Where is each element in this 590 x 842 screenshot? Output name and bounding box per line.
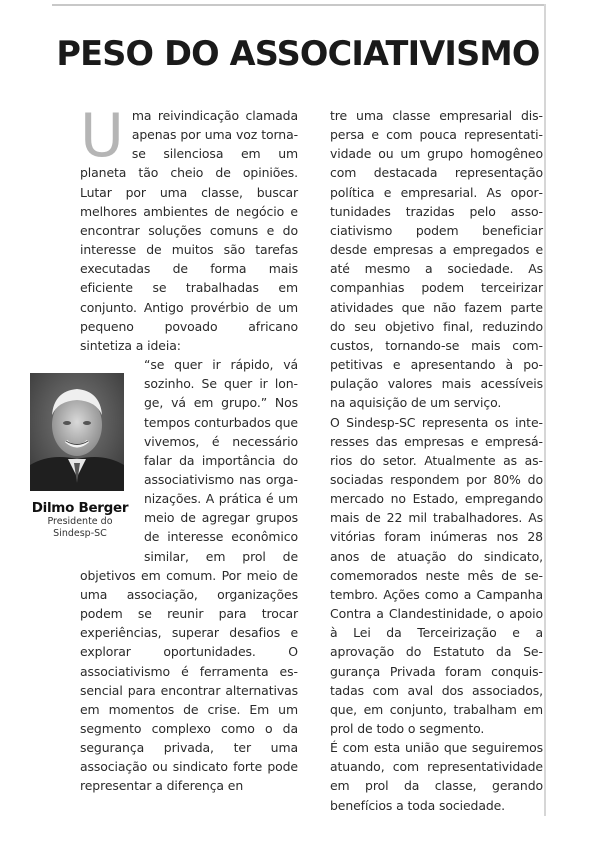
author-portrait-image	[30, 373, 124, 491]
article-column-right	[330, 106, 543, 815]
author-role	[24, 516, 136, 540]
intro-text: ma reivindicação clamada apenas por uma voz torna-se silenciosa em um planeta tão cheio de opiniões. Lutar por uma classe, buscar melhores ambientes de negócio e encontrar soluções comuns e do interesse de muitos são tarefas executadas de forma mais eficiente se trabalhadas em conjunto. Antigo provérbio de um pequeno povoado africano sintetiza a ideia:	[80, 108, 298, 353]
author-role-line2: Sindesp-SC	[53, 528, 107, 539]
author-name: Dilmo Berger	[31, 500, 129, 516]
paragraph-intro	[80, 101, 298, 355]
author-photo	[30, 373, 124, 491]
paragraph-closing: É com esta união que seguiremos atuando, com representatividade em prol da classe, gerando benefícios a toda sociedade.	[330, 740, 543, 813]
paragraph-continuation: tre uma classe empresarial dispersa e com pouca representatividade ou um grupo homogêneo com destacada representação política e empresarial. As oportunidades trazidas pelo associativismo podem beneficiar desde empresas a empregados e até mesmo a sociedade. As companhias podem terceirizar atividades que não fazem parte do seu objetivo final, reduzindo custos, tornando-se mais competitivas e apresentando à população valores mais acessíveis na aquisição de um serviço.	[330, 108, 543, 411]
top-rule	[52, 4, 546, 6]
drop-cap: U	[80, 101, 124, 171]
paragraph-sindesp: O Sindesp-SC representa os interesses das empresas e empresários do setor. Atualmente as associadas respondem por 80% do mercado no Estado, empregando mais de 22 mil trabalhadores. As vitórias foram inúmeras nos 28 anos de atuação do sindicato, comemorados neste mês de setembro. Ações como a Campanha Contra a Clandestinidade, o apoio à Lei da Terceirização e a aprovação do Estatuto da Segurança Privada foram conquistadas com aval dos associados, que, em conjunto, trabalham em prol de todo o segmento.	[330, 414, 543, 736]
column-edge-rule	[544, 4, 546, 816]
author-role-line1: Presidente do	[47, 516, 113, 527]
article-title: PESO DO ASSOCIATIVISMO	[56, 34, 540, 73]
body-text: “se quer ir rápido, vá sozinho. Se quer ir longe, vá em grupo.” Nos tempos conturbados que vivemos, é necessário falar da importância do associativismo nas organizações. A prática é um meio de agregar grupos de interesse econômico similar, em prol de objetivos em comum. Por meio de uma associação, organizações podem se reunir para trocar experiências, superar desafios e explorar oportunidades. O associativismo é ferramenta essencial para encontrar alternativas em momentos de crise. Em um segmento complexo como o da segurança privada, ter uma associação ou sindicato forte pode representar a diferença en	[80, 357, 298, 794]
